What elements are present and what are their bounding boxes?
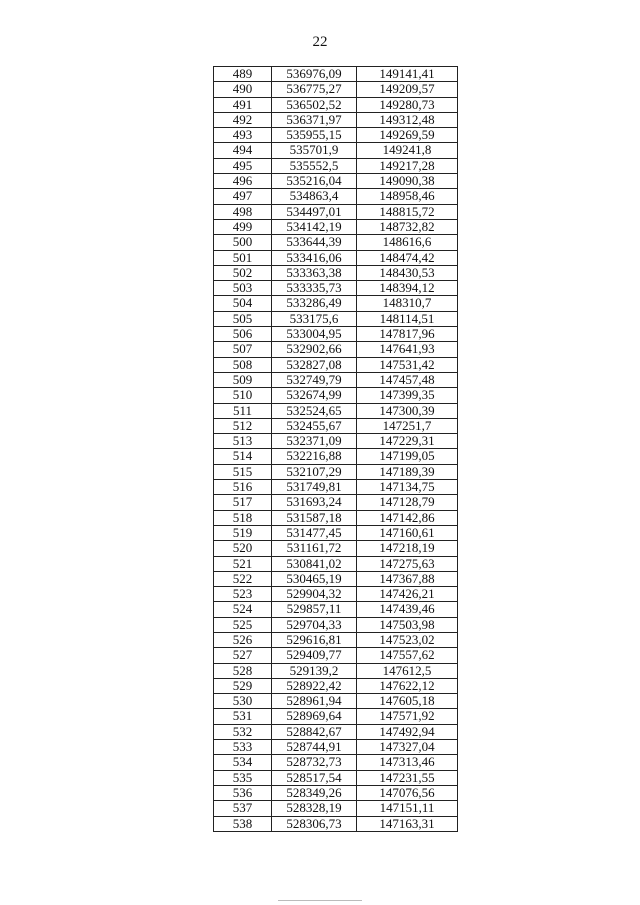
x-coordinate-cell: 531161,72 [272,541,357,556]
y-coordinate-cell: 148310,7 [357,296,458,311]
point-number-cell: 504 [214,296,272,311]
x-coordinate-cell: 529616,81 [272,632,357,647]
point-number-cell: 490 [214,82,272,97]
y-coordinate-cell: 148815,72 [357,204,458,219]
x-coordinate-cell: 536976,09 [272,67,357,82]
y-coordinate-cell: 149312,48 [357,112,458,127]
page-bottom-rule [278,900,362,901]
table-row [214,174,458,189]
x-coordinate-cell: 532371,09 [272,434,357,449]
x-coordinate-cell: 531693,24 [272,495,357,510]
y-coordinate-cell: 149269,59 [357,128,458,143]
table-row [214,67,458,82]
table-row [214,342,458,357]
point-number-cell: 530 [214,694,272,709]
point-number-cell: 499 [214,219,272,234]
table-row [214,648,458,663]
x-coordinate-cell: 534863,4 [272,189,357,204]
x-coordinate-cell: 532749,79 [272,372,357,387]
table-row [214,632,458,647]
table-row [214,709,458,724]
x-coordinate-cell: 528969,64 [272,709,357,724]
point-number-cell: 514 [214,449,272,464]
y-coordinate-cell: 147622,12 [357,678,458,693]
y-coordinate-cell: 149241,8 [357,143,458,158]
x-coordinate-cell: 528922,42 [272,678,357,693]
y-coordinate-cell: 147612,5 [357,663,458,678]
point-number-cell: 520 [214,541,272,556]
table-row [214,388,458,403]
y-coordinate-cell: 148430,53 [357,265,458,280]
point-number-cell: 511 [214,403,272,418]
y-coordinate-cell: 147523,02 [357,632,458,647]
table-row [214,495,458,510]
y-coordinate-cell: 147128,79 [357,495,458,510]
point-number-cell: 501 [214,250,272,265]
table-row [214,128,458,143]
x-coordinate-cell: 531477,45 [272,525,357,540]
table-row [214,143,458,158]
y-coordinate-cell: 149090,38 [357,174,458,189]
y-coordinate-cell: 147367,88 [357,571,458,586]
table-row [214,434,458,449]
point-number-cell: 523 [214,587,272,602]
table-row [214,556,458,571]
point-number-cell: 517 [214,495,272,510]
y-coordinate-cell: 147300,39 [357,403,458,418]
point-number-cell: 534 [214,755,272,770]
x-coordinate-cell: 533286,49 [272,296,357,311]
x-coordinate-cell: 536775,27 [272,82,357,97]
y-coordinate-cell: 147817,96 [357,327,458,342]
point-number-cell: 493 [214,128,272,143]
point-number-cell: 492 [214,112,272,127]
x-coordinate-cell: 533416,06 [272,250,357,265]
x-coordinate-cell: 530465,19 [272,571,357,586]
y-coordinate-cell: 147557,62 [357,648,458,663]
table-row [214,189,458,204]
table-row [214,235,458,250]
x-coordinate-cell: 534142,19 [272,219,357,234]
table-row [214,281,458,296]
table-row [214,678,458,693]
y-coordinate-cell: 148114,51 [357,311,458,326]
y-coordinate-cell: 147189,39 [357,464,458,479]
point-number-cell: 494 [214,143,272,158]
point-number-cell: 505 [214,311,272,326]
y-coordinate-cell: 147199,05 [357,449,458,464]
point-number-cell: 512 [214,418,272,433]
y-coordinate-cell: 147229,31 [357,434,458,449]
x-coordinate-cell: 532455,67 [272,418,357,433]
x-coordinate-cell: 528842,67 [272,724,357,739]
y-coordinate-cell: 147275,63 [357,556,458,571]
table-row [214,311,458,326]
y-coordinate-cell: 147076,56 [357,785,458,800]
y-coordinate-cell: 147531,42 [357,357,458,372]
y-coordinate-cell: 149141,41 [357,67,458,82]
y-coordinate-cell: 147399,35 [357,388,458,403]
table-row [214,755,458,770]
y-coordinate-cell: 147218,19 [357,541,458,556]
x-coordinate-cell: 536502,52 [272,97,357,112]
x-coordinate-cell: 532674,99 [272,388,357,403]
coordinates-table-body [214,67,458,832]
x-coordinate-cell: 533335,73 [272,281,357,296]
y-coordinate-cell: 149217,28 [357,158,458,173]
y-coordinate-cell: 147439,46 [357,602,458,617]
point-number-cell: 513 [214,434,272,449]
y-coordinate-cell: 147503,98 [357,617,458,632]
y-coordinate-cell: 147641,93 [357,342,458,357]
point-number-cell: 510 [214,388,272,403]
point-number-cell: 531 [214,709,272,724]
table-row [214,740,458,755]
x-coordinate-cell: 535955,15 [272,128,357,143]
point-number-cell: 528 [214,663,272,678]
point-number-cell: 537 [214,801,272,816]
x-coordinate-cell: 533644,39 [272,235,357,250]
y-coordinate-cell: 147142,86 [357,510,458,525]
x-coordinate-cell: 532827,08 [272,357,357,372]
x-coordinate-cell: 529704,33 [272,617,357,632]
y-coordinate-cell: 147160,61 [357,525,458,540]
table-row [214,403,458,418]
point-number-cell: 522 [214,571,272,586]
point-number-cell: 535 [214,770,272,785]
point-number-cell: 509 [214,372,272,387]
table-row [214,204,458,219]
table-row [214,480,458,495]
table-row [214,571,458,586]
y-coordinate-cell: 147327,04 [357,740,458,755]
x-coordinate-cell: 532524,65 [272,403,357,418]
point-number-cell: 516 [214,480,272,495]
x-coordinate-cell: 530841,02 [272,556,357,571]
table-row [214,449,458,464]
table-row [214,816,458,831]
x-coordinate-cell: 529409,77 [272,648,357,663]
y-coordinate-cell: 149209,57 [357,82,458,97]
point-number-cell: 498 [214,204,272,219]
point-number-cell: 496 [214,174,272,189]
x-coordinate-cell: 528328,19 [272,801,357,816]
point-number-cell: 536 [214,785,272,800]
point-number-cell: 491 [214,97,272,112]
x-coordinate-cell: 528349,26 [272,785,357,800]
point-number-cell: 515 [214,464,272,479]
x-coordinate-cell: 536371,97 [272,112,357,127]
table-row [214,525,458,540]
table-row [214,770,458,785]
table-row [214,250,458,265]
page-number: 22 [312,34,328,50]
x-coordinate-cell: 534497,01 [272,204,357,219]
table-row [214,219,458,234]
y-coordinate-cell: 147426,21 [357,587,458,602]
table-row [214,785,458,800]
table-row [214,541,458,556]
table-row [214,694,458,709]
y-coordinate-cell: 147134,75 [357,480,458,495]
y-coordinate-cell: 147251,7 [357,418,458,433]
y-coordinate-cell: 147492,94 [357,724,458,739]
table-row [214,296,458,311]
y-coordinate-cell: 147457,48 [357,372,458,387]
point-number-cell: 503 [214,281,272,296]
table-row [214,418,458,433]
x-coordinate-cell: 535552,5 [272,158,357,173]
x-coordinate-cell: 533004,95 [272,327,357,342]
point-number-cell: 521 [214,556,272,571]
y-coordinate-cell: 147231,55 [357,770,458,785]
x-coordinate-cell: 533175,6 [272,311,357,326]
table-row [214,372,458,387]
point-number-cell: 533 [214,740,272,755]
table-row [214,587,458,602]
table-row [214,357,458,372]
point-number-cell: 489 [214,67,272,82]
table-row [214,464,458,479]
y-coordinate-cell: 149280,73 [357,97,458,112]
point-number-cell: 502 [214,265,272,280]
x-coordinate-cell: 528517,54 [272,770,357,785]
table-row [214,82,458,97]
point-number-cell: 495 [214,158,272,173]
table-row [214,801,458,816]
x-coordinate-cell: 528961,94 [272,694,357,709]
table-row [214,265,458,280]
point-number-cell: 525 [214,617,272,632]
point-number-cell: 526 [214,632,272,647]
table-row [214,112,458,127]
x-coordinate-cell: 531749,81 [272,480,357,495]
x-coordinate-cell: 531587,18 [272,510,357,525]
point-number-cell: 532 [214,724,272,739]
y-coordinate-cell: 147313,46 [357,755,458,770]
y-coordinate-cell: 147605,18 [357,694,458,709]
y-coordinate-cell: 148616,6 [357,235,458,250]
x-coordinate-cell: 529857,11 [272,602,357,617]
x-coordinate-cell: 528306,73 [272,816,357,831]
x-coordinate-cell: 532216,88 [272,449,357,464]
y-coordinate-cell: 147571,92 [357,709,458,724]
point-number-cell: 508 [214,357,272,372]
table-row [214,158,458,173]
point-number-cell: 518 [214,510,272,525]
y-coordinate-cell: 147151,11 [357,801,458,816]
x-coordinate-cell: 533363,38 [272,265,357,280]
point-number-cell: 527 [214,648,272,663]
point-number-cell: 519 [214,525,272,540]
point-number-cell: 497 [214,189,272,204]
x-coordinate-cell: 529139,2 [272,663,357,678]
point-number-cell: 524 [214,602,272,617]
table-row [214,327,458,342]
point-number-cell: 529 [214,678,272,693]
point-number-cell: 507 [214,342,272,357]
table-row [214,663,458,678]
x-coordinate-cell: 532107,29 [272,464,357,479]
table-row [214,602,458,617]
point-number-cell: 500 [214,235,272,250]
y-coordinate-cell: 148958,46 [357,189,458,204]
table-row [214,617,458,632]
table-row [214,510,458,525]
y-coordinate-cell: 148394,12 [357,281,458,296]
x-coordinate-cell: 529904,32 [272,587,357,602]
x-coordinate-cell: 528732,73 [272,755,357,770]
x-coordinate-cell: 535701,9 [272,143,357,158]
y-coordinate-cell: 147163,31 [357,816,458,831]
point-number-cell: 506 [214,327,272,342]
point-number-cell: 538 [214,816,272,831]
x-coordinate-cell: 535216,04 [272,174,357,189]
table-row [214,97,458,112]
coordinates-table [213,66,458,832]
table-row [214,724,458,739]
y-coordinate-cell: 148474,42 [357,250,458,265]
x-coordinate-cell: 532902,66 [272,342,357,357]
x-coordinate-cell: 528744,91 [272,740,357,755]
y-coordinate-cell: 148732,82 [357,219,458,234]
